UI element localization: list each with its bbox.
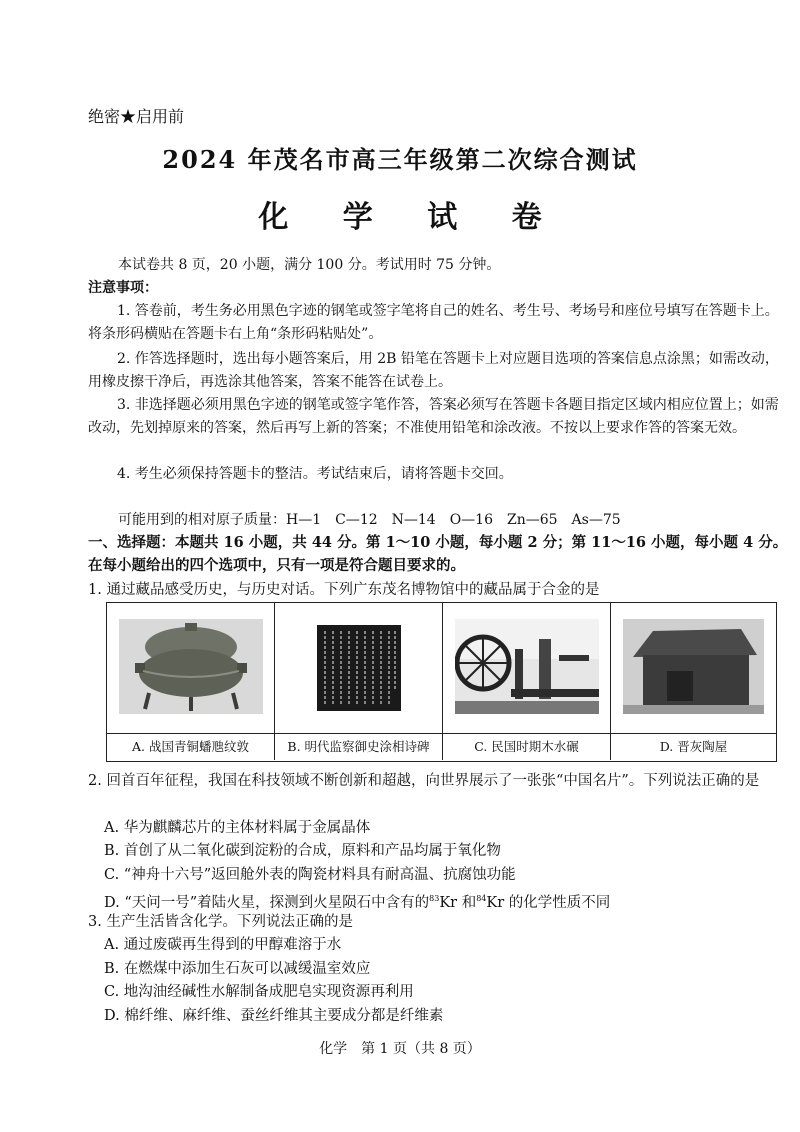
question-2-option-a: A. 华为麒麟芯片的主体材料属于金属晶体	[104, 820, 371, 836]
notice-item-4: 4. 考生必须保持答题卡的整洁。考试结束后，请将答题卡交回。	[117, 466, 513, 482]
question-3-option-c: C. 地沟油经碱性水解制备成肥皂实现资源再利用	[104, 984, 414, 1000]
pottery-house-image	[623, 619, 764, 726]
option-b-caption: B. 明代监察御史涂相诗碑	[275, 733, 442, 760]
q2d-mass-number-1: 83	[429, 894, 440, 903]
artifact-cell-a	[107, 603, 275, 760]
option-d-caption: D. 晋灰陶屋	[611, 733, 776, 760]
question-2-option-b: B. 首创了从二氧化碳到淀粉的合成，原料和产品均属于氧化物	[104, 843, 501, 859]
artifact-cell-c	[443, 603, 611, 760]
exam-title: 2024 年茂名市高三年级第二次综合测试	[162, 145, 638, 174]
notice-item-2: 2. 作答选择题时，选出每小题答案后，用 2B 铅笔在答题卡上对应题目选项的答案信息点涂黑；如需改动，用橡皮擦干净后，再选涂其他答案，答案不能答在试卷上。	[88, 351, 779, 390]
option-c-caption: C. 民国时期木水碾	[443, 733, 610, 760]
question-3-stem: 3. 生产生活皆含化学。下列说法正确的是	[88, 914, 353, 930]
q2d-mass-number-2: 84	[476, 894, 487, 903]
q2d-text-1: D. “天问一号”着陆火星，探测到火星陨石中含有的	[104, 894, 430, 911]
page-footer: 化学 第 1 页（共 8 页）	[319, 1041, 481, 1057]
question-3-option-a: A. 通过废碳再生得到的甲醇难溶于水	[104, 937, 342, 953]
question-2-option-c: C. “神舟十六号”返回舱外表的陶瓷材料具有耐高温、抗腐蚀功能	[104, 867, 516, 883]
notice-item-1: 1. 答卷前，考生务必用黑色字迹的钢笔或签字笔将自己的姓名、考生号、考场号和座位号填写在答题卡上。将条形码横贴在答题卡右上角“条形码粘贴处”。	[88, 303, 779, 342]
question-3-option-b: B. 在燃煤中添加生石灰可以减缓温室效应	[104, 961, 371, 977]
water-mill-image	[455, 619, 598, 726]
artifact-cell-d	[611, 603, 776, 760]
q2d-text-3: Kr 的化学性质不同	[486, 894, 611, 911]
confidential-label: 绝密★启用前	[88, 107, 185, 126]
artifact-image-table	[106, 602, 777, 762]
question-1-stem: 1. 通过藏品感受历史，与历史对话。下列广东茂名博物馆中的藏品属于合金的是	[88, 582, 600, 598]
section-heading: 一、选择题：本题共 16 小题，共 44 分。第 1～10 小题，每小题 2 分；第 11～16 小题，每小题 4 分。在每小题给出的四个选项中，只有一项是符合题目要求的。	[88, 534, 788, 574]
artifact-cell-b	[275, 603, 443, 760]
question-3-option-d: D. 棉纤维、麻纤维、蚕丝纤维其主要成分都是纤维素	[104, 1008, 444, 1024]
option-a-caption: A. 战国青铜蟠虺纹敦	[107, 733, 274, 760]
q2d-text-2: Kr 和	[439, 894, 477, 911]
exam-intro: 本试卷共 8 页，20 小题，满分 100 分。考试用时 75 分钟。	[118, 257, 501, 273]
atomic-masses: 可能用到的相对原子质量：H—1 C—12 N—14 O—16 Zn—65 As—75	[118, 512, 621, 528]
question-2-stem: 2. 回首百年征程，我国在科技领域不断创新和超越，向世界展示了一张张“中国名片”。下列说法正确的是	[88, 773, 760, 789]
notice-item-3: 3. 非选择题必须用黑色字迹的钢笔或签字笔作答，答案必须写在答题卡各题目指定区域内相应位置上；如需改动，先划掉原来的答案，然后再写上新的答案；不准使用铅笔和涂改液。不按以上要求作答的答案无效。	[88, 397, 779, 436]
subject-title: 化 学 试 卷	[258, 200, 564, 235]
bronze-vessel-image	[119, 619, 262, 726]
stele-rubbing-image	[287, 619, 430, 726]
notice-heading: 注意事项：	[88, 280, 158, 296]
